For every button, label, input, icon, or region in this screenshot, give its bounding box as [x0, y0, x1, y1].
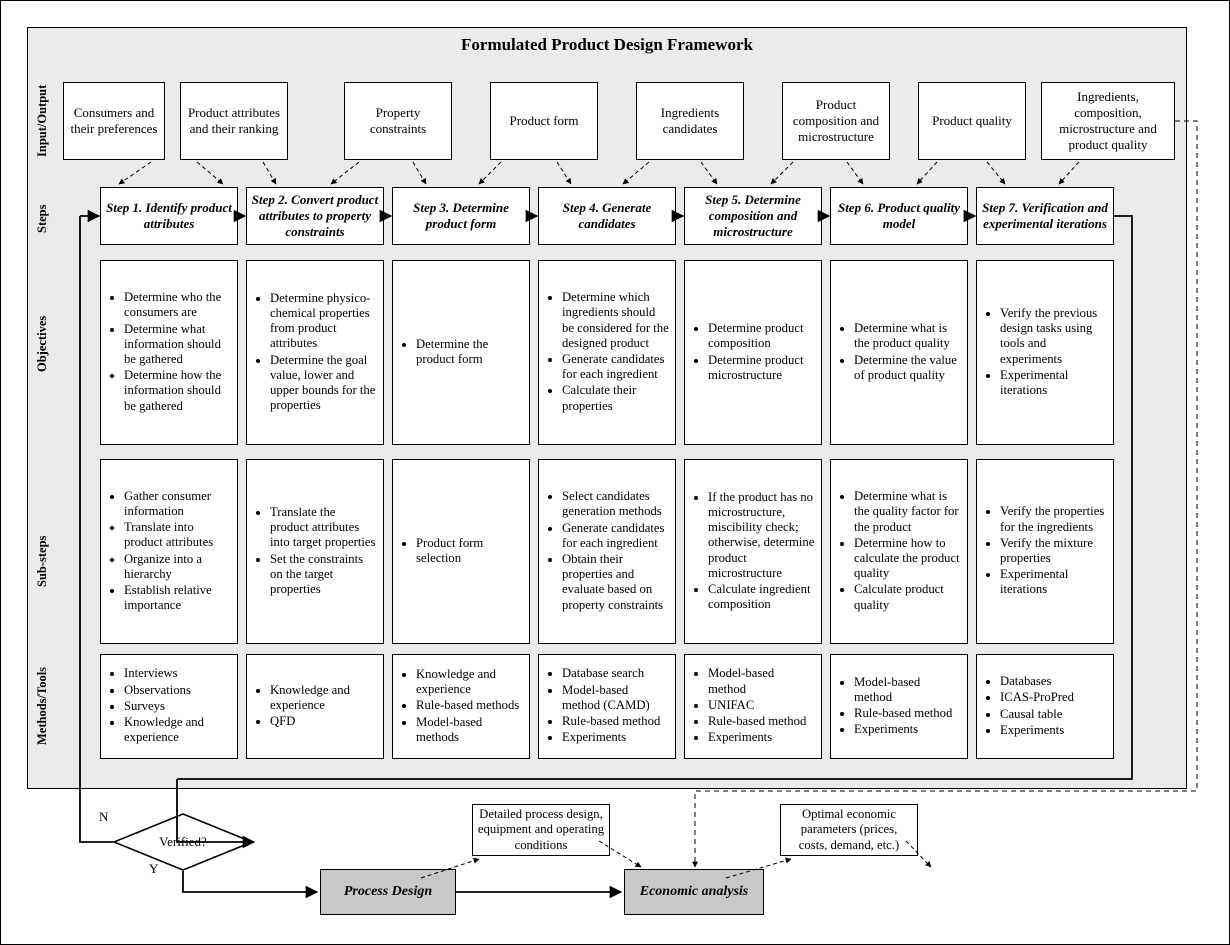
io-box-1: Consumers and their preferences — [63, 82, 165, 160]
branch-label-no: N — [99, 809, 109, 824]
methods-list-4: • Database search • Model-based method (CAMD) • Rule-based method • Experiments — [545, 666, 669, 746]
decision-label: Verified? — [159, 834, 207, 849]
substeps-box-5 — [684, 459, 822, 644]
substeps-list-5: • If the product has no microstructure, miscibility check; otherwise, determine product microstructure • Calculate ingredient composition — [691, 490, 815, 614]
step-box-2: Step 2. Convert product attributes to property constraints — [246, 187, 384, 245]
row-label-substeps: Sub-steps — [35, 535, 49, 587]
branch-label-yes: Y — [149, 861, 159, 876]
economic-analysis-box: Economic analysis — [624, 869, 764, 915]
substeps-box-3 — [392, 459, 530, 644]
step-box-3: Step 3. Determine product form — [392, 187, 530, 245]
io-box-8: Ingredients, composition, microstructure and product quality — [1041, 82, 1175, 160]
row-label-steps: Steps — [35, 204, 49, 234]
methods-box-4 — [538, 654, 676, 759]
step-box-4: Step 4. Generate candidates — [538, 187, 676, 245]
row-label-methods: Methods/Tools — [35, 666, 49, 746]
methods-box-5 — [684, 654, 822, 759]
methods-list-2: • Knowledge and experience • QFD — [253, 683, 377, 731]
page-title: Formulated Product Design Framework — [461, 35, 753, 54]
objectives-box-7 — [976, 260, 1114, 445]
objectives-box-6 — [830, 260, 968, 445]
io-box-4: Product form — [490, 82, 598, 160]
note-process-design: Detailed process design, equipment and operating conditions — [472, 804, 610, 856]
objectives-box-5 — [684, 260, 822, 445]
io-box-6: Product composition and microstructure — [782, 82, 890, 160]
objectives-list-1: • Determine who the consumers are • Determine what information should be gathered • Determine how the information should be gathered — [107, 290, 231, 415]
decision-verified — [113, 813, 253, 871]
methods-list-7: • Databases • ICAS-ProPred • Causal table • Experiments — [983, 674, 1107, 739]
objectives-box-2 — [246, 260, 384, 445]
substeps-list-4: • Select candidates generation methods • Generate candidates for each ingredient • Obtain their properties and evaluate based on property constraints — [545, 489, 669, 614]
io-box-7: Product quality — [918, 82, 1026, 160]
step-box-7: Step 7. Verification and experimental iterations — [976, 187, 1114, 245]
process-design-box: Process Design — [320, 869, 456, 915]
methods-box-6 — [830, 654, 968, 759]
methods-list-6: • Model-based method • Rule-based method • Experiments — [837, 675, 961, 739]
substeps-box-7 — [976, 459, 1114, 644]
objectives-box-4 — [538, 260, 676, 445]
substeps-list-3: • Product form selection — [399, 536, 523, 567]
objectives-list-5: • Determine product composition • Determine product microstructure — [691, 321, 815, 384]
objectives-list-2: • Determine physico-chemical properties from product attributes • Determine the goal value, lower and upper bounds for the properties — [253, 291, 377, 415]
objectives-box-3 — [392, 260, 530, 445]
substeps-list-6: • Determine what is the quality factor for the product • Determine how to calculate the product quality • Calculate product quality — [837, 489, 961, 614]
substeps-box-6 — [830, 459, 968, 644]
methods-box-2 — [246, 654, 384, 759]
methods-box-7 — [976, 654, 1114, 759]
methods-list-5: • Model-based method • UNIFAC • Rule-based method • Experiments — [691, 666, 815, 746]
substeps-list-1: • Gather consumer information • Translate into product attributes • Organize into a hierarchy • Establish relative importance — [107, 489, 231, 615]
objectives-list-6: • Determine what is the product quality • Determine the value of product quality — [837, 321, 961, 384]
io-box-2: Product attributes and their ranking — [180, 82, 288, 160]
row-label-io: Input/Output — [35, 84, 49, 158]
methods-list-1: • Interviews • Observations • Surveys • Knowledge and experience — [107, 666, 231, 746]
objectives-box-1 — [100, 260, 238, 445]
substeps-list-7: • Verify the properties for the ingredients • Verify the mixture properties • Experimental iterations — [983, 504, 1107, 598]
substeps-box-4 — [538, 459, 676, 644]
row-label-objectives: Objectives — [35, 315, 49, 373]
step-box-1: Step 1. Identify product attributes — [100, 187, 238, 245]
io-box-3: Property constraints — [344, 82, 452, 160]
step-box-6: Step 6. Product quality model — [830, 187, 968, 245]
methods-box-1 — [100, 654, 238, 759]
objectives-list-4: • Determine which ingredients should be considered for the designed product • Generate candidates for each ingredient • Calculate their properties — [545, 290, 669, 415]
methods-box-3 — [392, 654, 530, 759]
objectives-list-7: • Verify the previous design tasks using tools and experiments • Experimental iterations — [983, 306, 1107, 399]
substeps-list-2: • Translate the product attributes into target properties • Set the constraints on the target properties — [253, 505, 377, 598]
substeps-box-2 — [246, 459, 384, 644]
methods-list-3: • Knowledge and experience • Rule-based methods • Model-based methods — [399, 667, 523, 746]
objectives-list-3: • Determine the product form — [399, 337, 523, 368]
substeps-box-1 — [100, 459, 238, 644]
note-economic-parameters: Optimal economic parameters (prices, costs, demand, etc.) — [780, 804, 918, 856]
io-box-5: Ingredients candidates — [636, 82, 744, 160]
step-box-5: Step 5. Determine composition and microstructure — [684, 187, 822, 245]
